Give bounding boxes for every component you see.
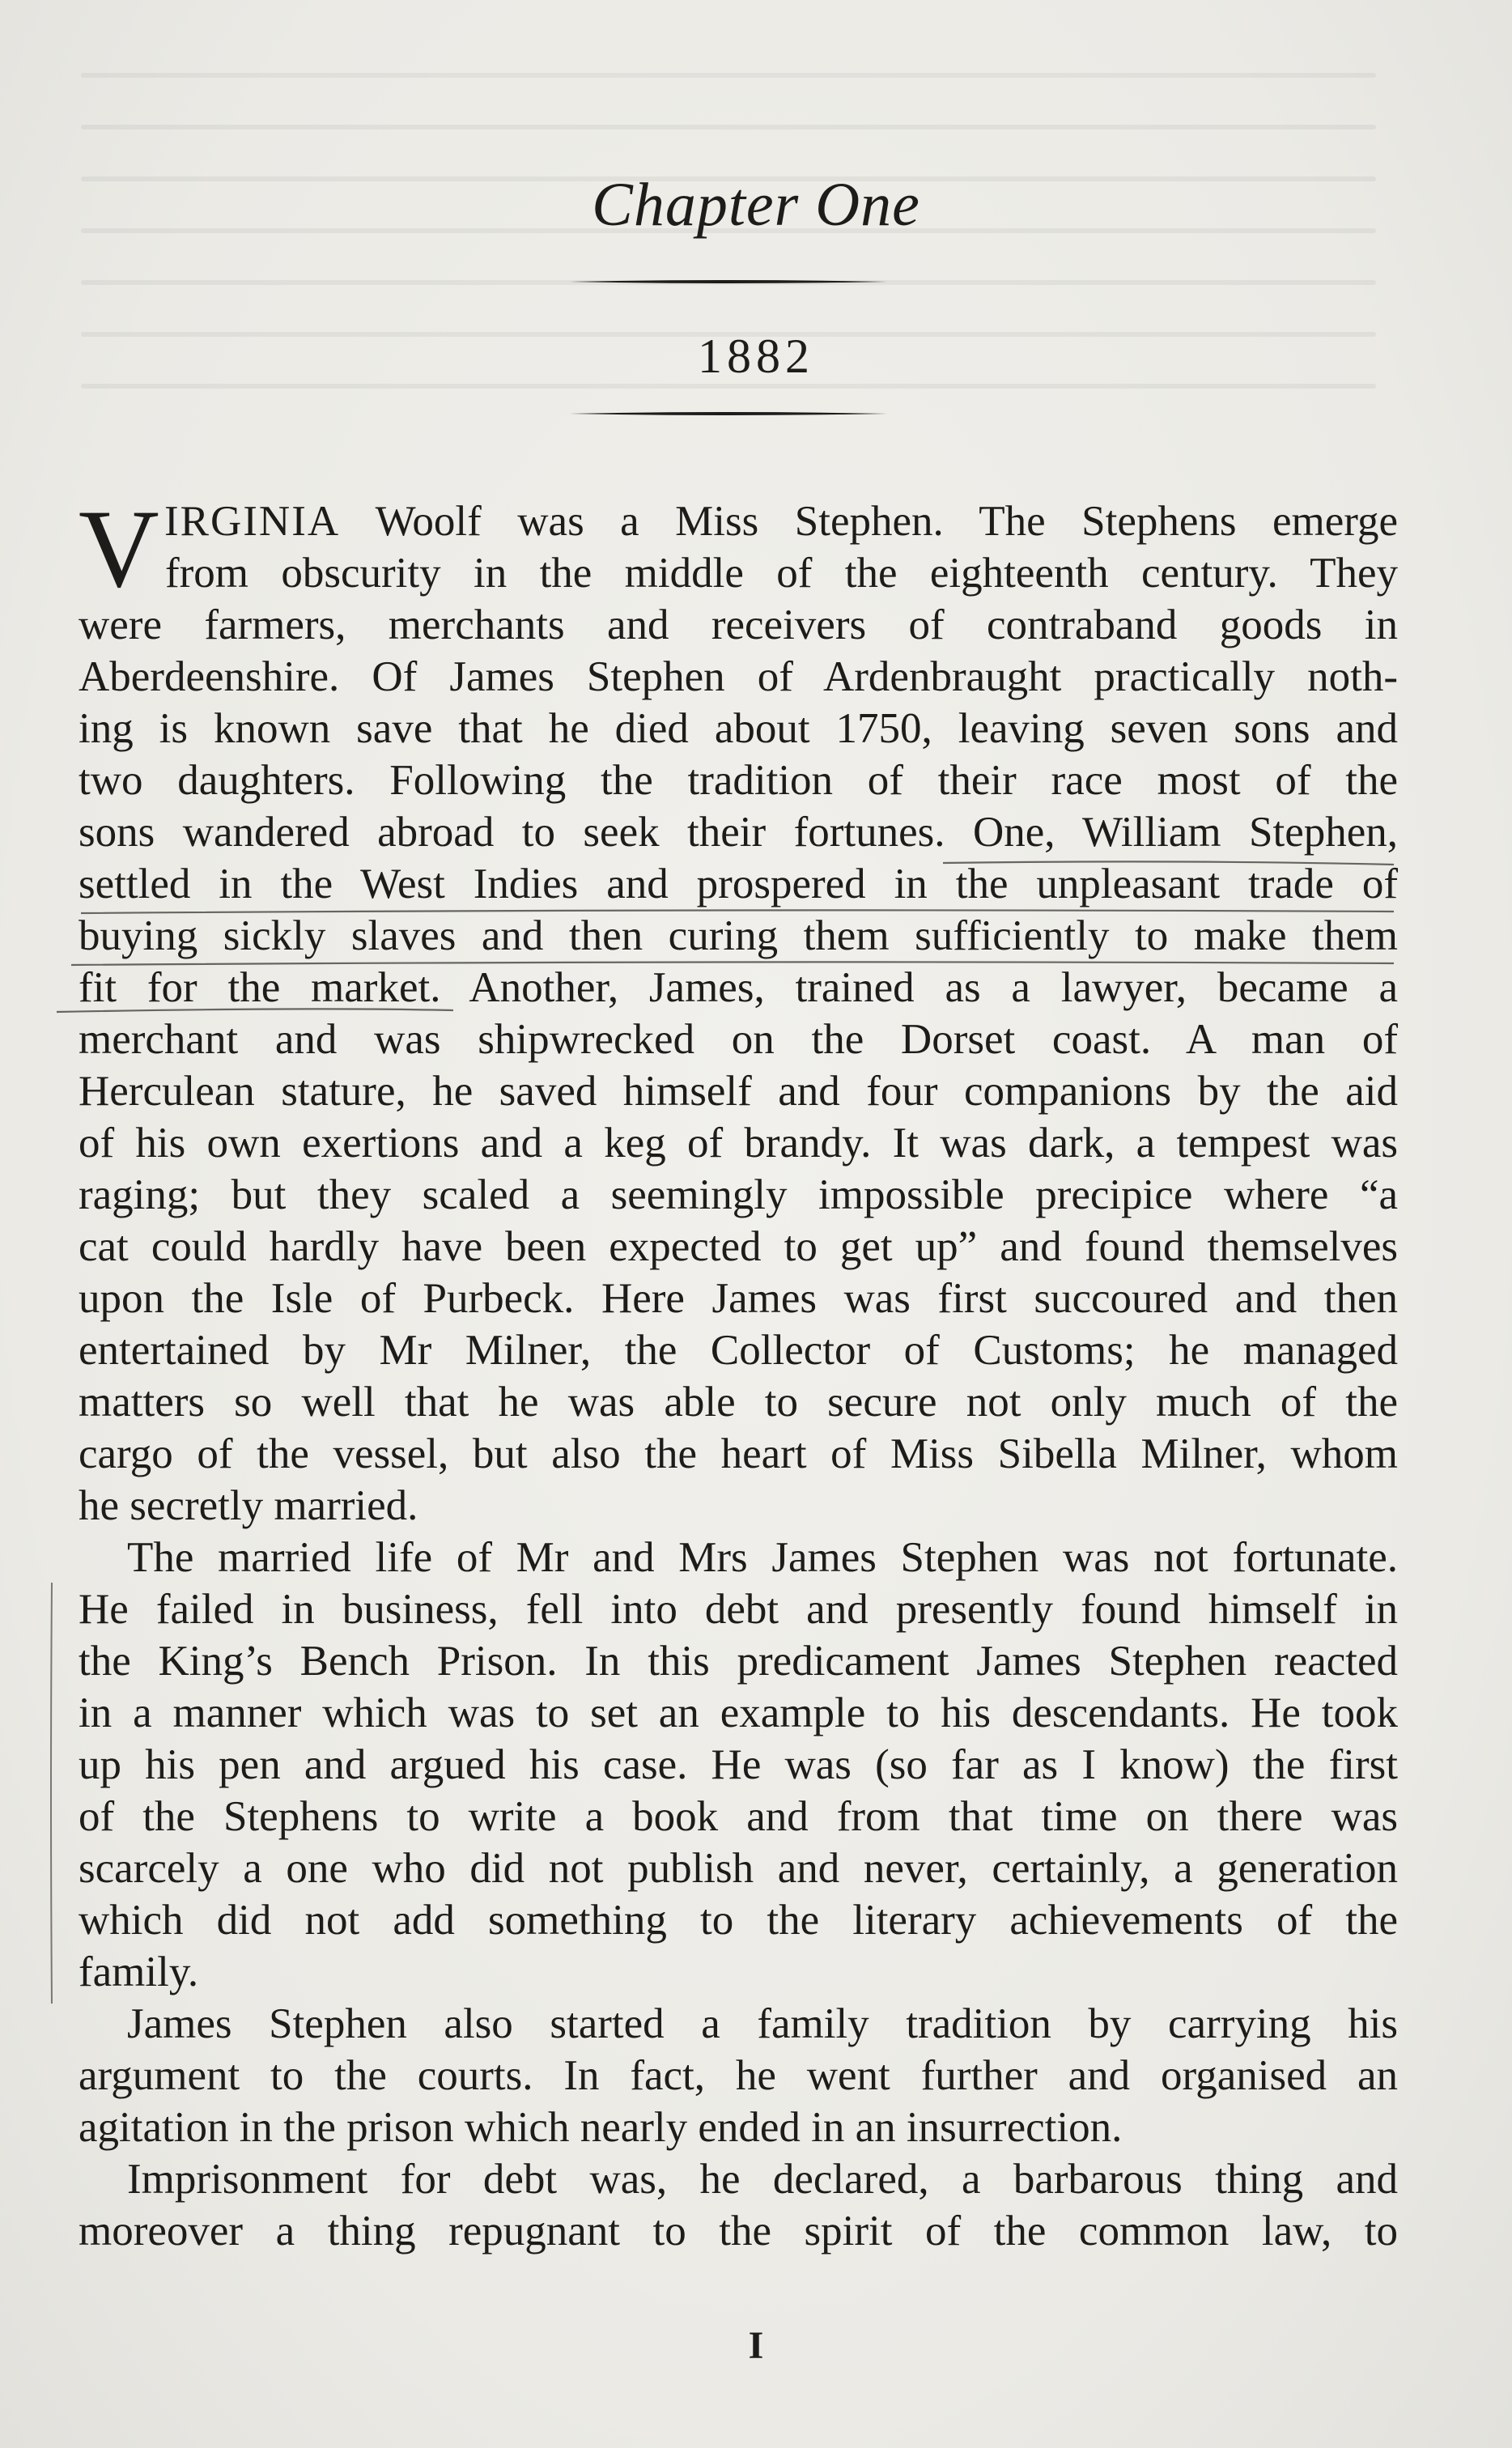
text-line: Imprisonment for debt was, he declared, a barbarous thing and [127, 2156, 1398, 2203]
chapter-year: 1882 [698, 329, 814, 383]
text-line: scarcely a one who did not publish and never, certainly, a generation [79, 1845, 1398, 1892]
pencil-margin-line [50, 1583, 53, 2004]
text-line: buying sickly slaves and then curing them sufficiently to make them [79, 912, 1398, 959]
text-line: upon the Isle of Purbeck. Here James was first succoured and then [79, 1275, 1398, 1322]
text-line: cargo of the vessel, but also the heart of Miss Sibella Milner, whom [79, 1430, 1398, 1477]
text-line: fit for the market. Another, James, trained as a lawyer, became a [79, 964, 1398, 1011]
text-line: he secretly married. [79, 1482, 418, 1529]
text-line: merchant and was shipwrecked on the Dorset coast. A man of [79, 1016, 1398, 1063]
title-rule-bottom [570, 411, 887, 416]
text-line: of the Stephens to write a book and from that time on there was [79, 1793, 1398, 1840]
line-text: Woolf was a Miss Stephen. The Stephens emerge [340, 498, 1398, 545]
text-line: in a manner which was to set an example to his descendants. He took [79, 1689, 1398, 1736]
chapter-title: Chapter One [592, 171, 920, 239]
text-line: argument to the courts. In fact, he went further and organised an [79, 2052, 1398, 2099]
chapter-body [79, 487, 1398, 2257]
text-line: of his own exertions and a keg of brandy. It was dark, a tempest was [79, 1120, 1398, 1167]
drop-cap: V [79, 487, 159, 610]
text-line: Herculean stature, he saved himself and four companions by the aid [79, 1068, 1398, 1115]
smallcaps-word: IRGINIA [164, 498, 341, 545]
text-line: ing is known save that he died about 1750, leaving seven sons and [79, 705, 1398, 752]
text-line: sons wandered abroad to seek their fortunes. One, William Stephen, [79, 809, 1398, 856]
text-line: raging; but they scaled a seemingly impossible precipice where “a [79, 1171, 1398, 1218]
text-line: Aberdeenshire. Of James Stephen of Ardenbraught practically noth- [79, 653, 1398, 700]
text-line: James Stephen also started a family tradition by carrying his [127, 2000, 1398, 2047]
text-line: were farmers, merchants and receivers of contraband goods in [79, 601, 1398, 648]
text-line: the King’s Bench Prison. In this predicament James Stephen reacted [79, 1638, 1398, 1685]
text-line: from obscurity in the middle of the eighteenth century. They [165, 550, 1398, 597]
text-line: entertained by Mr Milner, the Collector of Customs; he managed [79, 1327, 1398, 1374]
title-rule-top [570, 279, 887, 284]
text-line: moreover a thing repugnant to the spirit of the common law, to [79, 2208, 1398, 2255]
text-line: matters so well that he was able to secure not only much of the [79, 1379, 1398, 1426]
text-line: agitation in the prison which nearly ended in an insurrection. [79, 2104, 1123, 2151]
text-line: He failed in business, fell into debt and presently found himself in [79, 1586, 1398, 1633]
text-line: up his pen and argued his case. He was (so far as I know) the first [79, 1741, 1398, 1788]
text-line: The married life of Mr and Mrs James Stephen was not fortunate. [127, 1534, 1398, 1581]
text-line: cat could hardly have been expected to get up” and found themselves [79, 1223, 1398, 1270]
text-line: settled in the West Indies and prospered in the unpleasant trade of [79, 861, 1398, 907]
page-number: I [748, 2324, 764, 2367]
text-line: which did not add something to the literary achievements of the [79, 1897, 1398, 1944]
text-line: family. [79, 1949, 199, 1995]
show-through-text [81, 73, 1376, 478]
text-line: two daughters. Following the tradition of their race most of the [79, 757, 1398, 804]
